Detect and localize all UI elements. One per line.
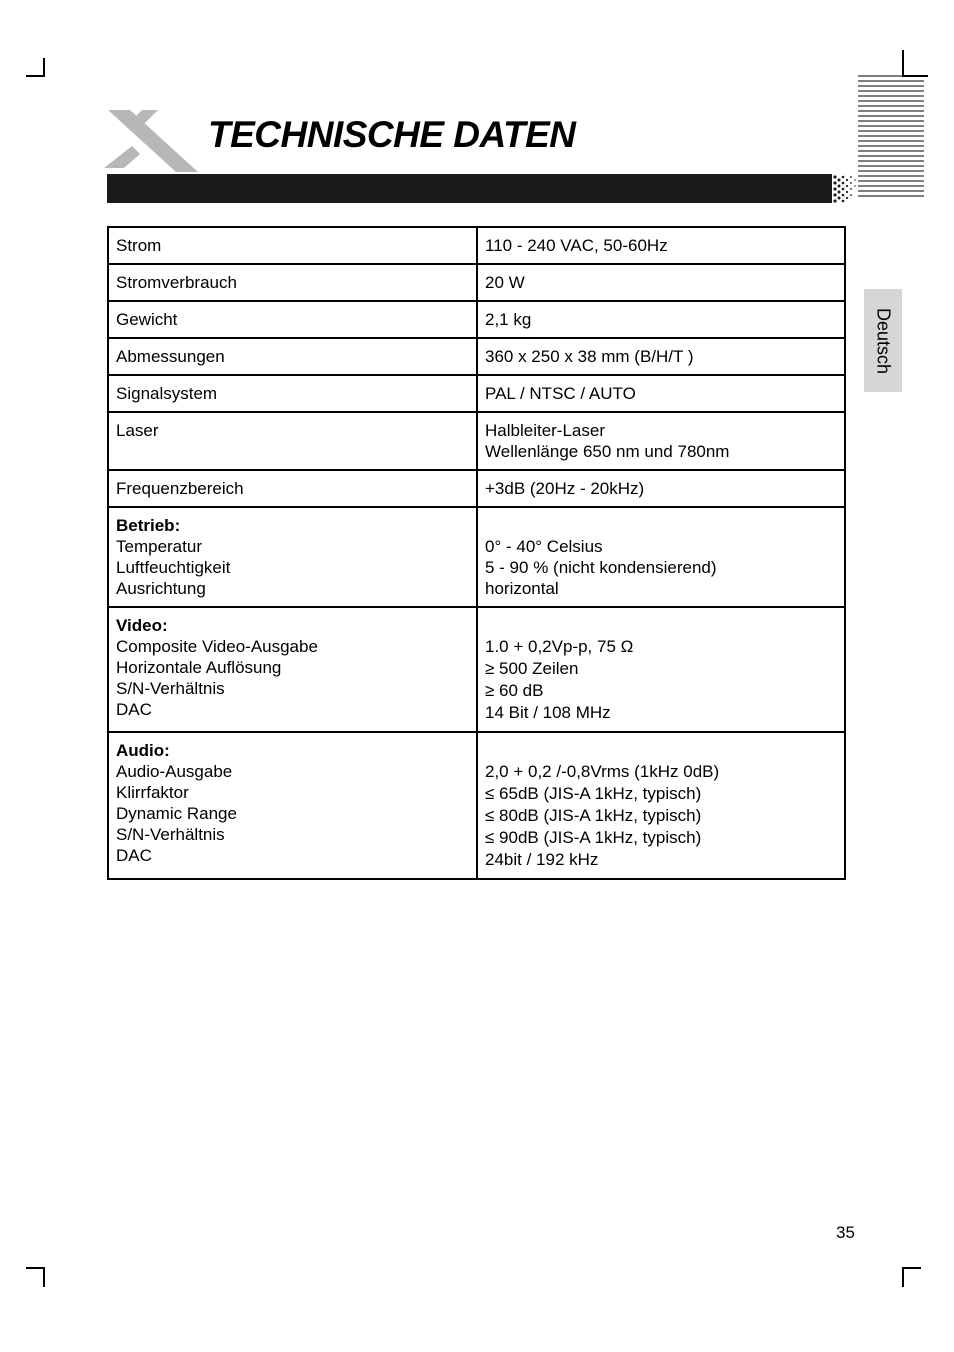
spec-value-cell — [477, 301, 845, 338]
spec-value: ≤ 90dB (JIS-A 1kHz, typisch) — [485, 828, 702, 847]
brand-x-logo-icon — [102, 106, 202, 174]
spacer — [485, 740, 837, 761]
spec-label: Laser — [116, 421, 159, 440]
spec-label-cell — [108, 507, 477, 607]
spec-value-cell — [477, 732, 845, 879]
spec-label: S/N-Verhältnis — [116, 679, 225, 698]
spec-label-cell — [108, 412, 477, 470]
spec-value: ≥ 60 dB — [485, 681, 544, 700]
spec-value: Wellenlänge 650 nm und 780nm — [485, 442, 730, 461]
table-row-section-audio — [108, 732, 845, 879]
spacer — [485, 615, 837, 636]
table-row — [108, 412, 845, 470]
spec-value: +3dB (20Hz - 20kHz) — [485, 479, 645, 498]
crop-mark-bottom-right — [902, 1267, 921, 1269]
table-row-section-video — [108, 607, 845, 732]
spec-label: S/N-Verhältnis — [116, 825, 225, 844]
spec-label-cell — [108, 375, 477, 412]
spec-label-cell — [108, 301, 477, 338]
spec-value: 0° - 40° Celsius — [485, 537, 603, 556]
spec-value-cell — [477, 264, 845, 301]
spec-value-cell — [477, 227, 845, 264]
spec-label: DAC — [116, 846, 152, 865]
spec-label: Gewicht — [116, 310, 178, 329]
table-row — [108, 338, 845, 375]
spec-label-cell — [108, 732, 477, 879]
spec-value-cell — [477, 338, 845, 375]
spec-value: 360 x 250 x 38 mm (B/H/T ) — [485, 347, 694, 366]
spec-label: Strom — [116, 236, 162, 255]
spacer — [485, 515, 837, 536]
spec-label-cell — [108, 227, 477, 264]
table-row — [108, 227, 845, 264]
section-heading: Video: — [116, 616, 168, 635]
language-tab-label: Deutsch — [873, 307, 894, 374]
spec-value: 20 W — [485, 273, 525, 292]
spec-value-cell — [477, 412, 845, 470]
spec-label-cell — [108, 264, 477, 301]
table-row — [108, 264, 845, 301]
spec-label: Audio-Ausgabe — [116, 762, 233, 781]
spec-value: PAL / NTSC / AUTO — [485, 384, 636, 403]
section-heading: Audio: — [116, 741, 170, 760]
specifications-table — [107, 226, 846, 880]
spec-value: 110 - 240 VAC, 50-60Hz — [485, 236, 668, 255]
table-row — [108, 301, 845, 338]
spec-value: Halbleiter-Laser — [485, 421, 605, 440]
halftone-bar-end — [822, 174, 860, 203]
spec-value: 2,1 kg — [485, 310, 532, 329]
spec-label-cell — [108, 470, 477, 507]
spec-value: ≤ 80dB (JIS-A 1kHz, typisch) — [485, 806, 702, 825]
spec-value: ≥ 500 Zeilen — [485, 659, 579, 678]
table-row — [108, 375, 845, 412]
spec-label: Abmessungen — [116, 347, 225, 366]
table-row-section-operation — [108, 507, 845, 607]
crop-mark-bottom-left — [43, 1267, 45, 1287]
page-title: TECHNISCHE DATEN — [208, 114, 576, 155]
spec-value: 2,0 + 0,2 /-0,8Vrms (1kHz 0dB) — [485, 762, 720, 781]
spec-value: 24bit / 192 kHz — [485, 850, 599, 869]
section-heading: Betrieb: — [116, 516, 181, 535]
spec-label: Luftfeuchtigkeit — [116, 558, 231, 577]
spec-label-cell — [108, 338, 477, 375]
spec-label: Klirrfaktor — [116, 783, 189, 802]
table-row — [108, 470, 845, 507]
spec-value: 1.0 + 0,2Vp-p, 75 Ω — [485, 637, 634, 656]
spec-label: Temperatur — [116, 537, 202, 556]
spec-value: 14 Bit / 108 MHz — [485, 703, 611, 722]
page-number: 35 — [836, 1223, 855, 1242]
spec-label: Frequenzbereich — [116, 479, 244, 498]
spec-value-cell — [477, 507, 845, 607]
spec-value-cell — [477, 607, 845, 732]
crop-mark-top-left — [43, 58, 45, 77]
spec-value: ≤ 65dB (JIS-A 1kHz, typisch) — [485, 784, 702, 803]
decorative-stripes — [858, 70, 924, 200]
spec-label: Signalsystem — [116, 384, 218, 403]
spec-label: Ausrichtung — [116, 579, 206, 598]
spec-label: Stromverbrauch — [116, 273, 237, 292]
language-tab — [864, 289, 902, 392]
spec-value-cell — [477, 470, 845, 507]
spec-value: 5 - 90 % (nicht kondensierend) — [485, 558, 717, 577]
spec-label: Horizontale Auflösung — [116, 658, 282, 677]
spec-label: Composite Video-Ausgabe — [116, 637, 318, 656]
spec-label: DAC — [116, 700, 152, 719]
spec-value-cell — [477, 375, 845, 412]
spec-value: horizontal — [485, 579, 559, 598]
spec-label-cell — [108, 607, 477, 732]
spec-label: Dynamic Range — [116, 804, 237, 823]
title-underline-bar — [107, 174, 829, 203]
crop-mark-bottom-right — [902, 1267, 904, 1287]
